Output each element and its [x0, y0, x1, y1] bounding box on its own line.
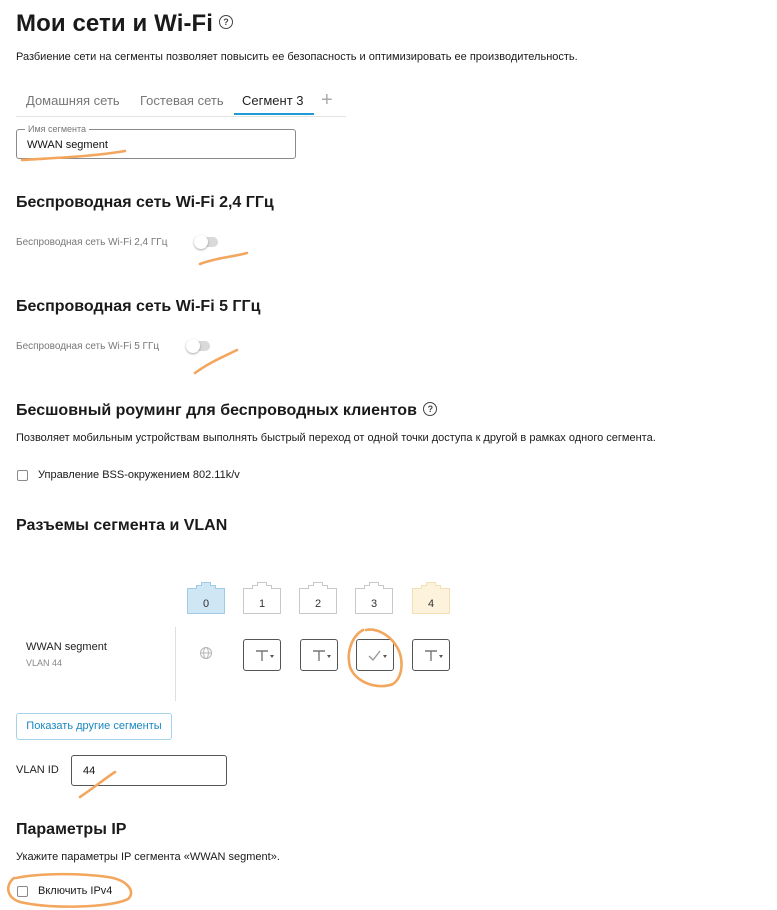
tab-guest-network[interactable]: Гостевая сеть: [140, 93, 224, 108]
wifi5-heading: Беспроводная сеть Wi-Fi 5 ГГц: [16, 298, 261, 315]
ipv4-checkbox[interactable]: [17, 886, 28, 897]
port-number: 4: [427, 598, 435, 610]
page-description: Разбиение сети на сегменты позволяет повысить ее безопасность и оптимизировать ее производительность.: [16, 51, 578, 63]
roaming-heading: [16, 402, 437, 420]
vlan-id-input[interactable]: [71, 755, 227, 786]
roaming-help-icon[interactable]: ?: [423, 402, 437, 416]
ports-heading: Разъемы сегмента и VLAN: [16, 517, 228, 534]
page-title-text: Мои сети и Wi-Fi: [16, 10, 214, 37]
annotation-wifi5: [195, 350, 237, 373]
wifi24-heading: Беспроводная сеть Wi-Fi 2,4 ГГц: [16, 194, 274, 211]
annotation-wifi24: [200, 253, 247, 264]
page-title: [16, 10, 233, 38]
port-number: 1: [258, 598, 266, 610]
roaming-heading-text: Бесшовный роуминг для беспроводных клиентов: [16, 402, 417, 419]
segment-name-label: Имя сегмента: [25, 124, 89, 134]
ip-description: Укажите параметры IP сегмента «WWAN segment».: [16, 851, 280, 863]
bss-checkbox-label: Управление BSS-окружением 802.11k/v: [38, 469, 240, 481]
add-tab-icon[interactable]: +: [321, 89, 333, 111]
segment-row-vlan: VLAN 44: [26, 658, 63, 668]
ip-heading: Параметры IP: [16, 821, 127, 838]
tagged-icon: [413, 640, 451, 672]
port-1-mode-button[interactable]: [243, 639, 281, 671]
tab-segment-3[interactable]: Сегмент 3: [242, 93, 304, 108]
globe-icon: [199, 646, 213, 660]
port-4-mode-button[interactable]: [412, 639, 450, 671]
port-0: [187, 582, 225, 614]
port-1: [243, 582, 281, 614]
wifi24-toggle-label: Беспроводная сеть Wi-Fi 2,4 ГГц: [16, 237, 168, 248]
segment-name-value[interactable]: WWAN segment: [27, 139, 108, 151]
tagged-icon: [244, 640, 282, 672]
tagged-icon: [301, 640, 339, 672]
check-icon: [357, 640, 395, 672]
port-4: [412, 582, 450, 614]
help-icon[interactable]: ?: [219, 15, 233, 29]
port-2: [299, 582, 337, 614]
port-3-mode-button[interactable]: [356, 639, 394, 671]
segment-row-name: WWAN segment: [26, 641, 107, 653]
wifi5-toggle-label: Беспроводная сеть Wi-Fi 5 ГГц: [16, 341, 160, 352]
vlan-id-value[interactable]: 44: [83, 765, 96, 777]
port-2-mode-button[interactable]: [300, 639, 338, 671]
segment-tabs: [16, 86, 346, 117]
bss-checkbox[interactable]: [17, 470, 28, 481]
show-other-segments-button[interactable]: Показать другие сегменты: [16, 713, 172, 740]
port-number: 2: [314, 598, 322, 610]
wifi5-toggle-knob: [186, 339, 200, 353]
port-number: 0: [202, 598, 210, 610]
port-3: [355, 582, 393, 614]
tab-home-network[interactable]: Домашняя сеть: [26, 93, 120, 108]
segment-name-field[interactable]: [16, 124, 296, 159]
active-tab-indicator: [234, 113, 314, 115]
vlan-id-label: VLAN ID: [16, 764, 59, 776]
roaming-description: Позволяет мобильным устройствам выполнять быстрый переход от одной точки доступа к другой в рамках одного сегмента.: [16, 432, 656, 444]
wifi24-toggle[interactable]: [196, 237, 218, 247]
port-number: 3: [370, 598, 378, 610]
segment-row-divider: [175, 627, 176, 701]
wifi5-toggle[interactable]: [188, 341, 210, 351]
wifi24-toggle-knob: [194, 235, 208, 249]
ipv4-checkbox-label: Включить IPv4: [38, 885, 113, 897]
